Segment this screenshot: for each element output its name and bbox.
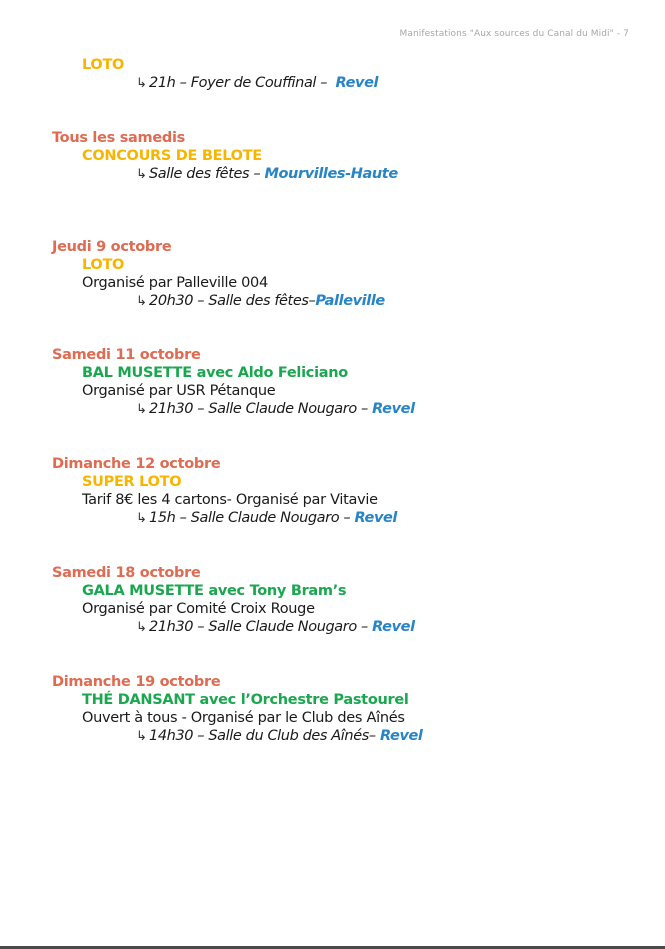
event-location	[136, 400, 652, 418]
event-city: Mourvilles-Haute	[264, 166, 398, 182]
event-location-text: 21h30 – Salle Claude Nougaro –	[149, 401, 368, 417]
event-location-text: 21h – Foyer de Couffinal –	[149, 75, 328, 91]
event-title: SUPER LOTO	[82, 474, 182, 490]
event-title: LOTO	[82, 57, 125, 73]
event-city: Revel	[335, 75, 379, 91]
event-city: Revel	[379, 728, 423, 744]
event-description: Tarif 8€ les 4 cartons- Organisé par Vitavie	[82, 492, 378, 508]
pointing-arrow-icon: ↳	[136, 294, 147, 309]
pointing-arrow-icon: ↳	[136, 167, 147, 182]
event-date: Dimanche 12 octobre	[52, 456, 221, 472]
pointing-arrow-icon: ↳	[136, 402, 147, 417]
event-location	[136, 165, 652, 183]
event-title: LOTO	[82, 257, 125, 273]
event-item	[52, 455, 652, 527]
pointing-arrow-icon: ↳	[136, 76, 147, 91]
event-item	[52, 564, 652, 636]
pointing-arrow-icon: ↳	[136, 620, 147, 635]
event-city: Revel	[372, 619, 415, 635]
event-location	[136, 618, 652, 636]
event-location	[136, 727, 652, 745]
event-location	[136, 509, 652, 527]
event-city: Revel	[372, 401, 415, 417]
event-item	[52, 129, 652, 183]
event-description: Ouvert à tous - Organisé par le Club des Aînés	[82, 710, 405, 726]
event-city: Palleville	[315, 293, 385, 309]
event-title: GALA MUSETTE avec Tony Bram’s	[82, 583, 347, 599]
event-location	[136, 292, 652, 310]
event-title: CONCOURS DE BELOTE	[82, 148, 262, 164]
pointing-arrow-icon: ↳	[136, 511, 147, 526]
event-date: Tous les samedis	[52, 130, 185, 146]
event-date: Jeudi 9 octobre	[52, 239, 172, 255]
event-item	[52, 346, 652, 418]
event-date: Samedi 11 octobre	[52, 347, 201, 363]
event-location-text: 15h – Salle Claude Nougaro –	[149, 510, 351, 526]
event-location-text: Salle des fêtes –	[149, 166, 261, 182]
event-description: Organisé par Palleville 004	[82, 275, 268, 291]
page-header: Manifestations "Aux sources du Canal du Midi" - 7	[399, 29, 629, 39]
event-city: Revel	[354, 510, 398, 526]
event-item	[52, 673, 652, 745]
event-title: THÉ DANSANT avec l’Orchestre Pastourel	[82, 692, 409, 708]
event-item	[52, 238, 652, 310]
event-location-text: 20h30 – Salle des fêtes–	[149, 293, 316, 309]
event-date: Samedi 18 octobre	[52, 565, 201, 581]
event-description: Organisé par Comité Croix Rouge	[82, 601, 315, 617]
event-date: Dimanche 19 octobre	[52, 674, 221, 690]
event-description: Organisé par USR Pétanque	[82, 383, 276, 399]
event-location-text: 14h30 – Salle du Club des Aînés–	[149, 728, 376, 744]
pointing-arrow-icon: ↳	[136, 729, 147, 744]
event-title: BAL MUSETTE avec Aldo Feliciano	[82, 365, 348, 381]
event-location-text: 21h30 – Salle Claude Nougaro –	[149, 619, 368, 635]
event-location	[136, 74, 652, 92]
event-item	[52, 56, 652, 92]
